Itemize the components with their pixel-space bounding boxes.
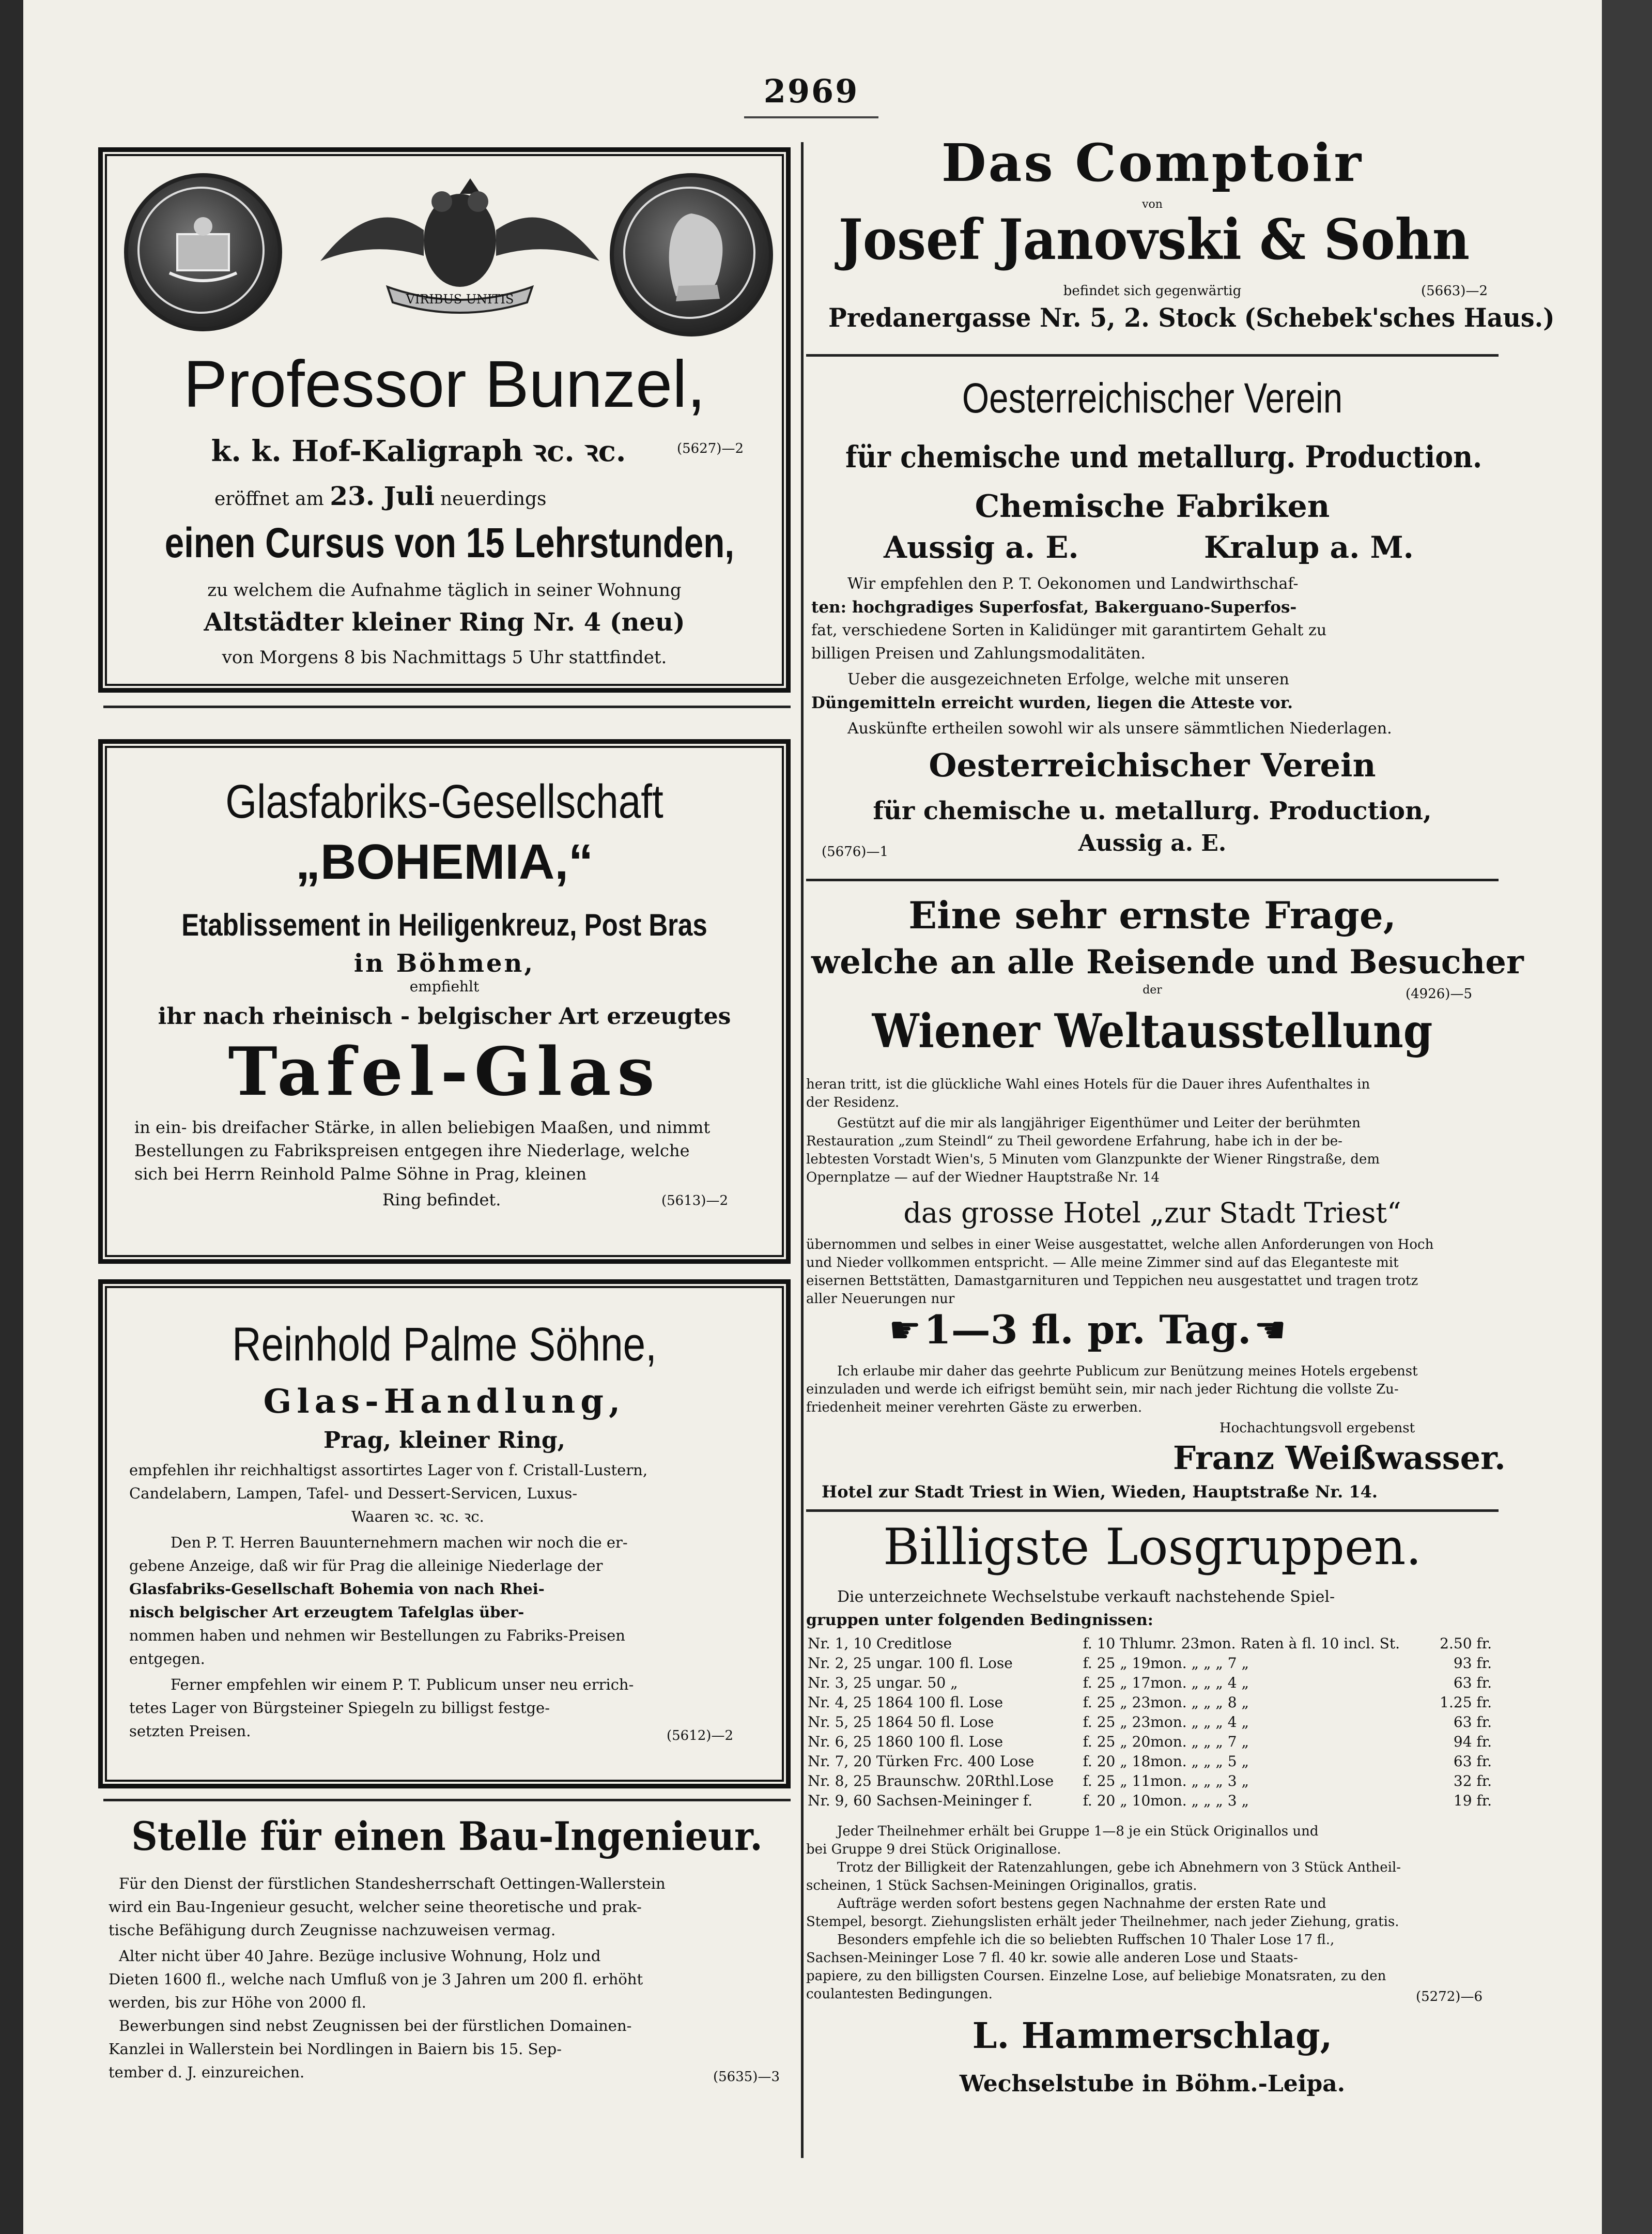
lottery-signature2: Wechselstube in Böhm.-Leipa. — [959, 2071, 1346, 2097]
hotel-line6: Opernplatze — auf der Wiedner Hauptstraße Nr. 14 — [806, 1170, 1160, 1185]
palme-line1: empfehlen ihr reichhaltigst assortirtes Lager von f. Cristall-Lustern, — [129, 1461, 648, 1479]
lottery-table — [804, 1633, 1496, 1810]
lottery-cell: 63 fr. — [1453, 1752, 1492, 1770]
verein-name3: Chemische Fabriken — [975, 488, 1330, 525]
verein-name2: für chemische und metallurg. Production. — [845, 439, 1483, 475]
engineer-line5: Dieten 1600 fl., welche nach Umfluß von je 3 Jahren um 200 fl. erhöht — [109, 1970, 643, 1988]
double-eagle-crest-emblem — [310, 173, 610, 323]
lottery-cell: 93 fr. — [1453, 1654, 1492, 1672]
lottery-intro2: gruppen unter folgenden Bedingnissen: — [806, 1611, 1153, 1629]
lottery-cell: 1.25 fr. — [1440, 1693, 1492, 1711]
engineer-line1: Für den Dienst der fürstlichen Standesherrschaft Oettingen-Wallerstein — [119, 1875, 666, 1892]
bunzel-opens-a: eröffnet am — [214, 488, 324, 510]
lottery-cell: 2.50 fr. — [1440, 1634, 1492, 1652]
page-edge — [1602, 0, 1652, 2234]
separator — [103, 706, 791, 708]
verein-line7: Auskünfte ertheilen sowohl wir als unsere sämmtlichen Niederlagen. — [847, 720, 1392, 738]
separator — [103, 1799, 791, 1801]
palme-line11: tetes Lager von Bürgsteiner Spiegeln zu billigst festge- — [129, 1699, 550, 1717]
lottery-cell: Nr. 8, 25 Braunschw. 20Rthl.Lose — [808, 1772, 1054, 1789]
bunzel-course: einen Cursus von 15 Lehrstunden, — [164, 519, 735, 567]
lottery-line10: coulantesten Bedingungen. — [806, 1986, 993, 2002]
lottery-cell: Nr. 7, 20 Türken Frc. 400 Lose — [808, 1752, 1035, 1770]
verein-line2: ten: hochgradiges Superfosfat, Bakerguano-Superfos- — [811, 598, 1297, 617]
hotel-line7: übernommen und selbes in einer Weise ausgestattet, welche allen Anforderungen von Hoch — [806, 1237, 1434, 1252]
lottery-row — [804, 1633, 1496, 1653]
lottery-cell: 32 fr. — [1453, 1772, 1492, 1789]
lottery-row — [804, 1712, 1496, 1732]
bunzel-opens-line — [214, 483, 547, 509]
bohemia-line1: in ein- bis dreifacher Stärke, in allen beliebigen Maaßen, und nimmt — [134, 1118, 711, 1137]
column-divider — [801, 142, 804, 2158]
verein-line1: Wir empfehlen den P. T. Oekonomen und Landwirthschaf- — [847, 575, 1299, 593]
bohemia-company: Glasfabriks-Gesellschaft — [225, 775, 663, 828]
lottery-row — [804, 1673, 1496, 1692]
lottery-line1: Jeder Theilnehmer erhält bei Gruppe 1—8 je ein Stück Originallos und — [837, 1824, 1319, 1839]
left-medal-emblem — [124, 173, 282, 331]
engineer-line7: Bewerbungen sind nebst Zeugnissen bei der fürstlichen Domainen- — [119, 2017, 632, 2034]
lottery-cell: f. 25 „ 11mon. „ „ „ 3 „ — [1083, 1772, 1249, 1789]
separator — [806, 879, 1499, 881]
palme-line3: Waaren ꝛc. ꝛc. ꝛc. — [351, 1508, 484, 1525]
engineer-headline: Stelle für einen Bau-Ingenieur. — [131, 1813, 763, 1859]
bohemia-product: Tafel-Glas — [228, 1033, 661, 1111]
bohemia-line3: sich bei Herrn Reinhold Palme Söhne in Prag, kleinen — [134, 1164, 587, 1184]
lottery-cell: Nr. 2, 25 ungar. 100 fl. Lose — [808, 1654, 1013, 1672]
palme-line4: Den P. T. Herren Bauunternehmern machen wir noch die er- — [171, 1534, 628, 1551]
lottery-line6: Stempel, besorgt. Ziehungslisten erhält jeder Theilnehmer, nach jeder Ziehung, gratis. — [806, 1914, 1399, 1930]
hotel-name: das grosse Hotel „zur Stadt Triest“ — [903, 1197, 1401, 1229]
lottery-line4: scheinen, 1 Stück Sachsen-Meiningen Originallos, gratis. — [806, 1878, 1197, 1893]
palme-line12: setzten Preisen. — [129, 1722, 251, 1740]
separator — [806, 1509, 1499, 1512]
hotel-line3: Gestützt auf die mir als langjähriger Eigenthümer und Leiter der berühmten — [837, 1115, 1361, 1131]
verein-sig2: für chemische u. metallurg. Production, — [873, 797, 1432, 825]
lottery-row — [804, 1732, 1496, 1751]
bunzel-opens-date: 23. Juli — [330, 481, 435, 511]
hotel-regards: Hochachtungsvoll ergebenst — [1219, 1420, 1415, 1436]
lottery-row — [804, 1791, 1496, 1810]
hotel-head2: welche an alle Reisende und Besucher — [811, 943, 1524, 982]
lottery-intro1: Die unterzeichnete Wechselstube verkauft nachstehende Spiel- — [837, 1588, 1335, 1606]
lottery-cell: f. 20 „ 10mon. „ „ „ 3 „ — [1083, 1792, 1249, 1809]
bohemia-line4: Ring befindet. — [382, 1190, 501, 1210]
lottery-line3: Trotz der Billigkeit der Ratenzahlungen, gebe ich Abnehmern von 3 Stück Antheil- — [837, 1860, 1401, 1875]
napoleon-medal-emblem — [610, 173, 773, 336]
bunzel-admission: zu welchem die Aufnahme täglich in seiner Wohnung — [207, 580, 682, 601]
bohemia-ref: (5613)—2 — [661, 1193, 728, 1208]
lottery-cell: 63 fr. — [1453, 1713, 1492, 1731]
lottery-row — [804, 1771, 1496, 1791]
comptoir-located: befindet sich gegenwärtig — [1063, 283, 1242, 299]
lottery-cell: f. 25 „ 20mon. „ „ „ 7 „ — [1083, 1733, 1249, 1750]
lottery-cell: Nr. 1, 10 Creditlose — [808, 1634, 952, 1652]
verein-line4: billigen Preisen und Zahlungsmodalitäten. — [811, 645, 1146, 663]
hotel-line8: und Nieder vollkommen entspricht. — Alle meine Zimmer sind auf das Eleganteste mit — [806, 1255, 1399, 1271]
pointing-hand-right-icon: ☛ — [889, 1309, 921, 1351]
palme-line10: Ferner empfehlen wir einem P. T. Publicum unser neu errich- — [171, 1676, 634, 1693]
bohemia-recommends: empfiehlt — [409, 978, 480, 995]
hotel-line9: eisernen Bettstätten, Damastgarnituren und Teppichen neu ausgestattet und tragen trotz — [806, 1273, 1418, 1289]
hotel-line12: einzuladen und werde ich eifrigst bemüht sein, mir nach jeder Richtung die vollste Zu- — [806, 1382, 1399, 1397]
comptoir-ref: (5663)—2 — [1421, 283, 1488, 299]
comptoir-address: Predanergasse Nr. 5, 2. Stock (Schebek'sches Haus.) — [828, 302, 1555, 333]
lottery-row — [804, 1653, 1496, 1673]
engineer-line6: werden, bis zur Höhe von 2000 fl. — [109, 1994, 366, 2011]
verein-name1: Oesterreichischer Verein — [962, 375, 1343, 422]
bohemia-name: „BOHEMIA,“ — [296, 834, 593, 890]
palme-ref: (5612)—2 — [667, 1728, 733, 1743]
bunzel-address: Altstädter kleiner Ring Nr. 4 (neu) — [204, 608, 685, 637]
lottery-cell: 19 fr. — [1453, 1792, 1492, 1809]
engineer-ref: (5635)—3 — [713, 2069, 780, 2085]
hotel-price-row — [889, 1307, 1287, 1353]
hotel-head1: Eine sehr ernste Frage, — [908, 893, 1396, 937]
bohemia-made: ihr nach rheinisch - belgischer Art erzeugtes — [158, 1003, 731, 1030]
lottery-line5: Aufträge werden sofort bestens gegen Nachnahme der ersten Rate und — [837, 1896, 1326, 1911]
lottery-cell: f. 25 „ 23mon. „ „ „ 4 „ — [1083, 1713, 1249, 1731]
bunzel-ref: (5627)—2 — [677, 441, 744, 456]
bohemia-country: in Böhmen, — [353, 949, 535, 978]
engineer-line3: tische Befähigung durch Zeugnisse nachzuweisen vermag. — [109, 1921, 556, 1939]
hotel-der: der — [1142, 984, 1162, 997]
lottery-cell: Nr. 3, 25 ungar. 50 „ — [808, 1674, 958, 1691]
bunzel-opens-b: neuerdings — [440, 488, 547, 510]
page-number: 2969 — [763, 72, 859, 110]
comptoir-line1: Das Comptoir — [941, 132, 1364, 193]
lottery-row — [804, 1751, 1496, 1771]
palme-line5: gebene Anzeige, daß wir für Prag die alleinige Niederlage der — [129, 1557, 603, 1574]
palme-line9: entgegen. — [129, 1650, 205, 1667]
hotel-signature: Franz Weißwasser. — [1173, 1439, 1506, 1477]
hotel-line10: aller Neuerungen nur — [806, 1291, 955, 1307]
hotel-line11: Ich erlaube mir daher das geehrte Publicum zur Benützung meines Hotels ergebenst — [837, 1364, 1418, 1379]
separator — [806, 354, 1499, 357]
palme-line8: nommen haben und nehmen wir Bestellungen zu Fabriks-Preisen — [129, 1627, 625, 1644]
hotel-line13: friedenheit meiner verehrten Gäste zu erwerben. — [806, 1400, 1142, 1415]
bunzel-title: k. k. Hof-Kaligraph ꝛc. ꝛc. — [211, 434, 626, 468]
palme-line7: nisch belgischer Art erzeugtem Tafelglas über- — [129, 1603, 524, 1621]
verein-line5: Ueber die ausgezeichneten Erfolge, welche mit unseren — [847, 670, 1289, 688]
comptoir-name: Josef Janovski & Sohn — [838, 207, 1470, 272]
hotel-price: 1—3 fl. pr. Tag. — [923, 1307, 1252, 1353]
lottery-cell: f. 10 Thlumr. 23mon. Raten à fl. 10 incl. St. — [1083, 1634, 1400, 1652]
palme-name: Reinhold Palme Söhne, — [232, 1318, 657, 1371]
bohemia-line2: Bestellungen zu Fabrikspreisen entgegen ihre Niederlage, welche — [134, 1141, 690, 1160]
engineer-line2: wird ein Bau-Ingenieur gesucht, welcher seine theoretische und prak- — [109, 1898, 642, 1916]
lottery-headline: Billigste Losgruppen. — [883, 1518, 1422, 1576]
engineer-line9: tember d. J. einzureichen. — [109, 2063, 305, 2081]
lottery-cell: Nr. 6, 25 1860 100 fl. Lose — [808, 1733, 1003, 1750]
hotel-footer: Hotel zur Stadt Triest in Wien, Wieden, Hauptstraße Nr. 14. — [822, 1482, 1378, 1502]
lottery-line9: papiere, zu den billigsten Coursen. Einzelne Lose, auf beliebige Monatsraten, zu den — [806, 1968, 1386, 1984]
bunzel-name: Professor Bunzel, — [183, 347, 706, 421]
verein-line6: Düngemitteln erreicht wurden, liegen die Atteste vor. — [811, 694, 1293, 712]
svg-text:VIRIBUS UNITIS: VIRIBUS UNITIS — [406, 292, 514, 307]
lottery-cell: 63 fr. — [1453, 1674, 1492, 1691]
verein-sig1: Oesterreichischer Verein — [929, 746, 1376, 784]
lottery-cell: Nr. 4, 25 1864 100 fl. Lose — [808, 1693, 1003, 1711]
comptoir-von: von — [1142, 198, 1163, 211]
hotel-head3: Wiener Weltausstellung — [872, 1004, 1433, 1059]
verein-sig3: Aussig a. E. — [1078, 830, 1227, 856]
lottery-row — [804, 1692, 1496, 1712]
hotel-line4: Restauration „zum Steindl“ zu Theil gewordene Erfahrung, habe ich in der be- — [806, 1134, 1342, 1149]
lottery-line7: Besonders empfehle ich die so beliebten Ruffschen 10 Thaler Lose 17 fl., — [837, 1932, 1335, 1948]
hotel-line5: lebtesten Vorstadt Wien's, 5 Minuten vom Glanzpunkte der Wiener Ringstraße, dem — [806, 1152, 1380, 1167]
lottery-cell: f. 25 „ 23mon. „ „ „ 8 „ — [1083, 1693, 1249, 1711]
engineer-line8: Kanzlei in Wallerstein bei Nordlingen in Baiern bis 15. Sep- — [109, 2040, 562, 2058]
lottery-cell: f. 25 „ 17mon. „ „ „ 4 „ — [1083, 1674, 1249, 1691]
hotel-ref: (4926)—5 — [1406, 986, 1472, 1002]
palme-line6: Glasfabriks-Gesellschaft Bohemia von nach Rhei- — [129, 1580, 545, 1598]
pointing-hand-left-icon: ☚ — [1254, 1309, 1287, 1351]
lottery-ref: (5272)—6 — [1416, 1989, 1483, 2005]
hotel-line2: der Residenz. — [806, 1095, 900, 1110]
lottery-cell: 94 fr. — [1453, 1733, 1492, 1750]
verein-place-a: Aussig a. E. — [884, 530, 1079, 565]
verein-place-b: Kralup a. M. — [1204, 530, 1414, 565]
engineer-line4: Alter nicht über 40 Jahre. Bezüge inclusive Wohnung, Holz und — [119, 1947, 601, 1965]
hotel-line1: heran tritt, ist die glückliche Wahl eines Hotels für die Dauer ihres Aufenthaltes in — [806, 1077, 1370, 1092]
verein-line3: fat, verschiedene Sorten in Kalidünger mit garantirtem Gehalt zu — [811, 621, 1327, 639]
palme-line2: Candelabern, Lampen, Tafel- und Dessert-Servicen, Luxus- — [129, 1485, 578, 1502]
palme-trade: Glas-Handlung, — [263, 1382, 626, 1421]
lottery-line2: bei Gruppe 9 drei Stück Originallose. — [806, 1842, 1061, 1857]
page-number-underline — [744, 116, 878, 118]
bunzel-hours: von Morgens 8 bis Nachmittags 5 Uhr stattfindet. — [222, 647, 667, 668]
lottery-cell: Nr. 9, 60 Sachsen-Meininger f. — [808, 1792, 1033, 1809]
lottery-cell: Nr. 5, 25 1864 50 fl. Lose — [808, 1713, 994, 1731]
palme-place: Prag, kleiner Ring, — [323, 1427, 565, 1453]
lottery-signature: L. Hammerschlag, — [972, 2015, 1333, 2057]
lottery-cell: f. 25 „ 19mon. „ „ „ 7 „ — [1083, 1654, 1249, 1672]
verein-ref: (5676)—1 — [822, 844, 888, 860]
lottery-line8: Sachsen-Meininger Lose 7 fl. 40 kr. sowie alle anderen Lose und Staats- — [806, 1950, 1298, 1966]
bohemia-establishment: Etablissement in Heiligenkreuz, Post Bras — [181, 908, 707, 942]
lottery-cell: f. 20 „ 18mon. „ „ „ 5 „ — [1083, 1752, 1249, 1770]
